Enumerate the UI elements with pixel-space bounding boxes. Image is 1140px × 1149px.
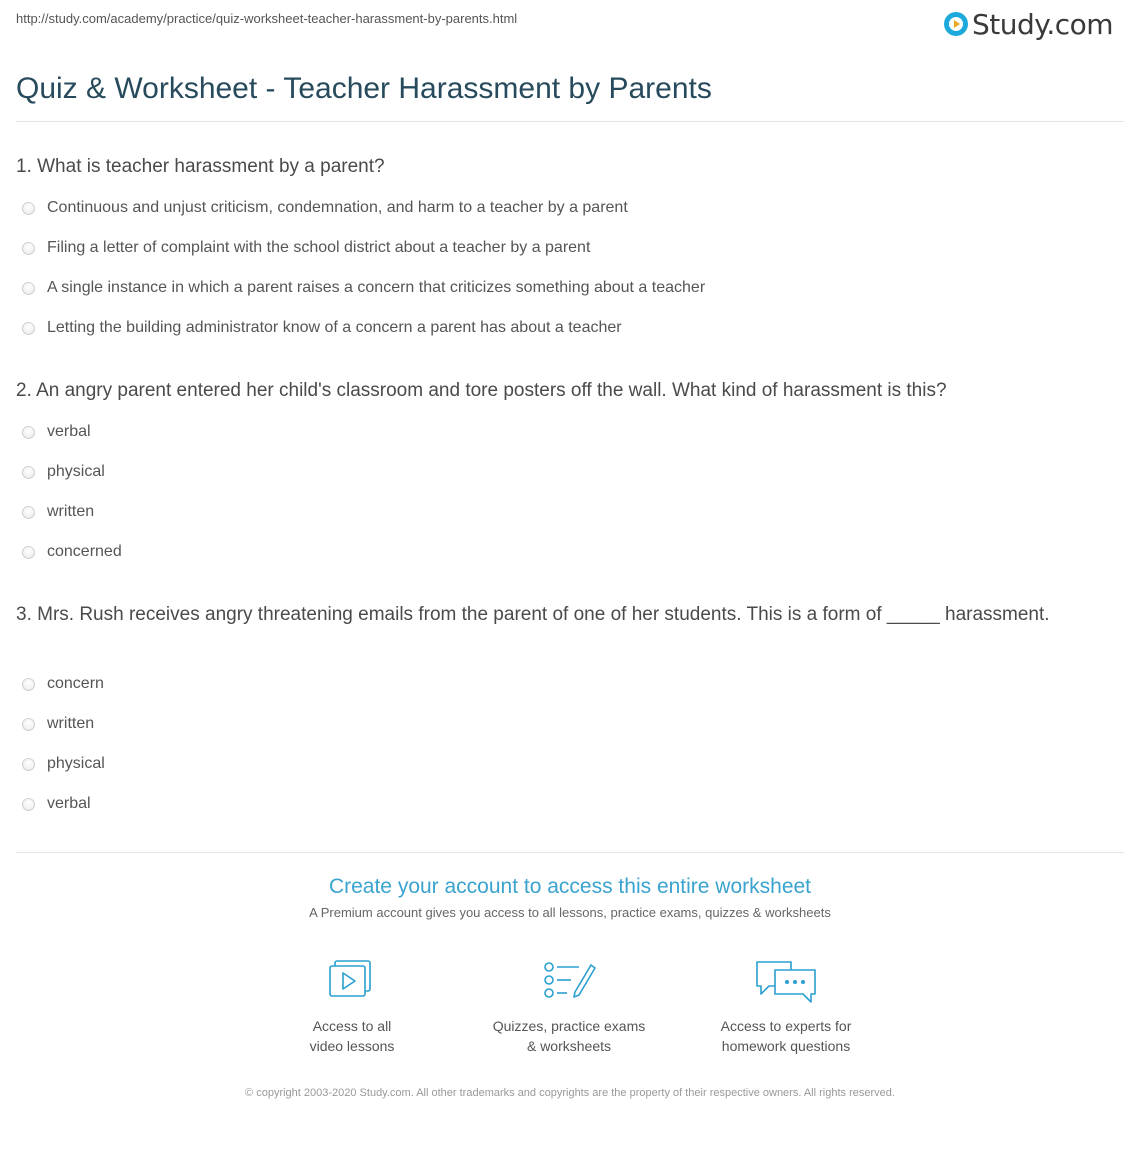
answer-option[interactable]	[22, 794, 105, 834]
radio-button[interactable]	[22, 798, 35, 811]
answer-label: verbal	[47, 423, 91, 440]
answer-option[interactable]	[22, 754, 105, 794]
radio-button[interactable]	[22, 242, 35, 255]
answer-option[interactable]	[22, 278, 705, 318]
radio-button[interactable]	[22, 466, 35, 479]
answer-label: Filing a letter of complaint with the school district about a teacher by a parent	[47, 239, 591, 256]
question-2: 2. An angry parent entered her child's classroom and tore posters off the wall. What kind of harassment is this?	[16, 380, 947, 401]
premium-description: A Premium account gives you access to all lessons, practice exams, quizzes & worksheets	[309, 905, 831, 920]
answer-list-2	[22, 422, 122, 582]
answer-label: Continuous and unjust criticism, condemnation, and harm to a teacher by a parent	[47, 199, 628, 216]
answer-option[interactable]	[22, 318, 705, 358]
answer-option[interactable]	[22, 674, 105, 714]
radio-button[interactable]	[22, 546, 35, 559]
feature-label: Quizzes, practice exams & worksheets	[492, 1018, 646, 1054]
radio-button[interactable]	[22, 282, 35, 295]
feature-label: Access to all video lessons	[309, 1018, 395, 1054]
answer-label: physical	[47, 463, 105, 480]
radio-button[interactable]	[22, 758, 35, 771]
answer-option[interactable]	[22, 714, 105, 754]
radio-button[interactable]	[22, 322, 35, 335]
radio-button[interactable]	[22, 202, 35, 215]
answer-label: verbal	[47, 795, 91, 812]
radio-button[interactable]	[22, 506, 35, 519]
quiz-checklist-icon	[539, 956, 599, 1006]
cta-divider	[16, 852, 1124, 853]
answer-label: physical	[47, 755, 105, 772]
answer-option[interactable]	[22, 502, 122, 542]
question-3: 3. Mrs. Rush receives angry threatening emails from the parent of one of her students. This is a form of _____ harassment.	[16, 604, 1050, 625]
radio-button[interactable]	[22, 426, 35, 439]
answer-label: written	[47, 715, 95, 732]
copyright-notice: © copyright 2003-2020 Study.com. All other trademarks and copyrights are the property of their respective owners. All rights reserved.	[245, 1087, 895, 1099]
question-1: 1. What is teacher harassment by a parent?	[16, 156, 385, 177]
video-lesson-icon	[322, 956, 382, 1006]
feature-experts	[686, 956, 886, 1056]
page-title: Quiz & Worksheet - Teacher Harassment by Parents	[16, 72, 712, 105]
page-url: http://study.com/academy/practice/quiz-worksheet-teacher-harassment-by-parents.html	[16, 11, 518, 26]
radio-button[interactable]	[22, 678, 35, 691]
answer-list-1	[22, 198, 705, 358]
answer-label: concerned	[47, 543, 122, 560]
chat-bubbles-icon	[753, 956, 819, 1006]
logo-text: Study.com	[972, 7, 1114, 41]
answer-option[interactable]	[22, 462, 122, 502]
radio-button[interactable]	[22, 718, 35, 731]
title-divider	[16, 121, 1124, 122]
answer-option[interactable]	[22, 238, 705, 278]
feature-quizzes	[469, 956, 669, 1056]
answer-list-3	[22, 674, 105, 834]
study-logo[interactable]	[944, 8, 1113, 40]
answer-option[interactable]	[22, 422, 122, 462]
answer-option[interactable]	[22, 198, 705, 238]
feature-video-lessons	[252, 956, 452, 1056]
answer-option[interactable]	[22, 542, 122, 582]
answer-label: A single instance in which a parent raises a concern that criticizes something about a teacher	[47, 279, 706, 296]
create-account-link[interactable]: Create your account to access this entire worksheet	[328, 875, 812, 898]
feature-label: Access to experts for homework questions	[720, 1018, 852, 1054]
answer-label: written	[47, 503, 95, 520]
play-logo-icon	[944, 12, 968, 36]
answer-label: concern	[47, 675, 104, 692]
answer-label: Letting the building administrator know of a concern a parent has about a teacher	[47, 319, 622, 336]
